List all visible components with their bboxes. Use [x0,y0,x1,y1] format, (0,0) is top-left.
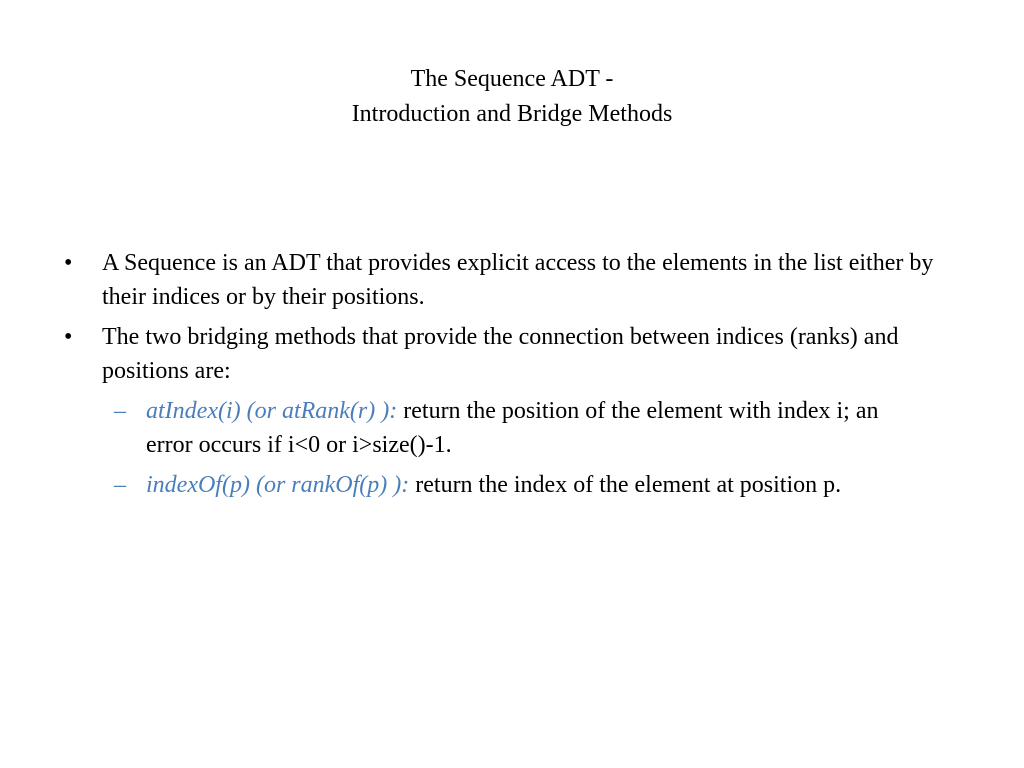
slide-title-line-2: Introduction and Bridge Methods [351,101,673,127]
method-description: return the position of the element with index i; an error occurs if i<0 or i>size()-1. [146,398,879,458]
bullet-item [0,320,952,388]
sub-bullet-item [0,394,896,462]
bullet-text: The two bridging methods that provide the connection between indices (ranks) and positions are: [102,324,899,384]
method-name: atIndex(i) (or atRank(r) ): [146,398,398,424]
sub-bullet-item [0,468,896,502]
bullet-text: A Sequence is an ADT that provides explicit access to the elements in the list either by their indices or by their positions. [102,250,934,310]
slide-title [0,62,1024,132]
sub-bullet-marker: – [114,398,126,424]
bullet-list [0,246,1024,508]
method-description: return the index of the element at position p. [409,472,842,498]
slide-title-line-1: The Sequence ADT - [410,66,614,92]
bullet-marker: • [64,250,73,276]
bullet-marker: • [64,324,73,350]
bullet-item [0,246,952,314]
method-name: indexOf(p) (or rankOf(p) ): [146,472,410,498]
sub-bullet-marker: – [114,472,126,498]
